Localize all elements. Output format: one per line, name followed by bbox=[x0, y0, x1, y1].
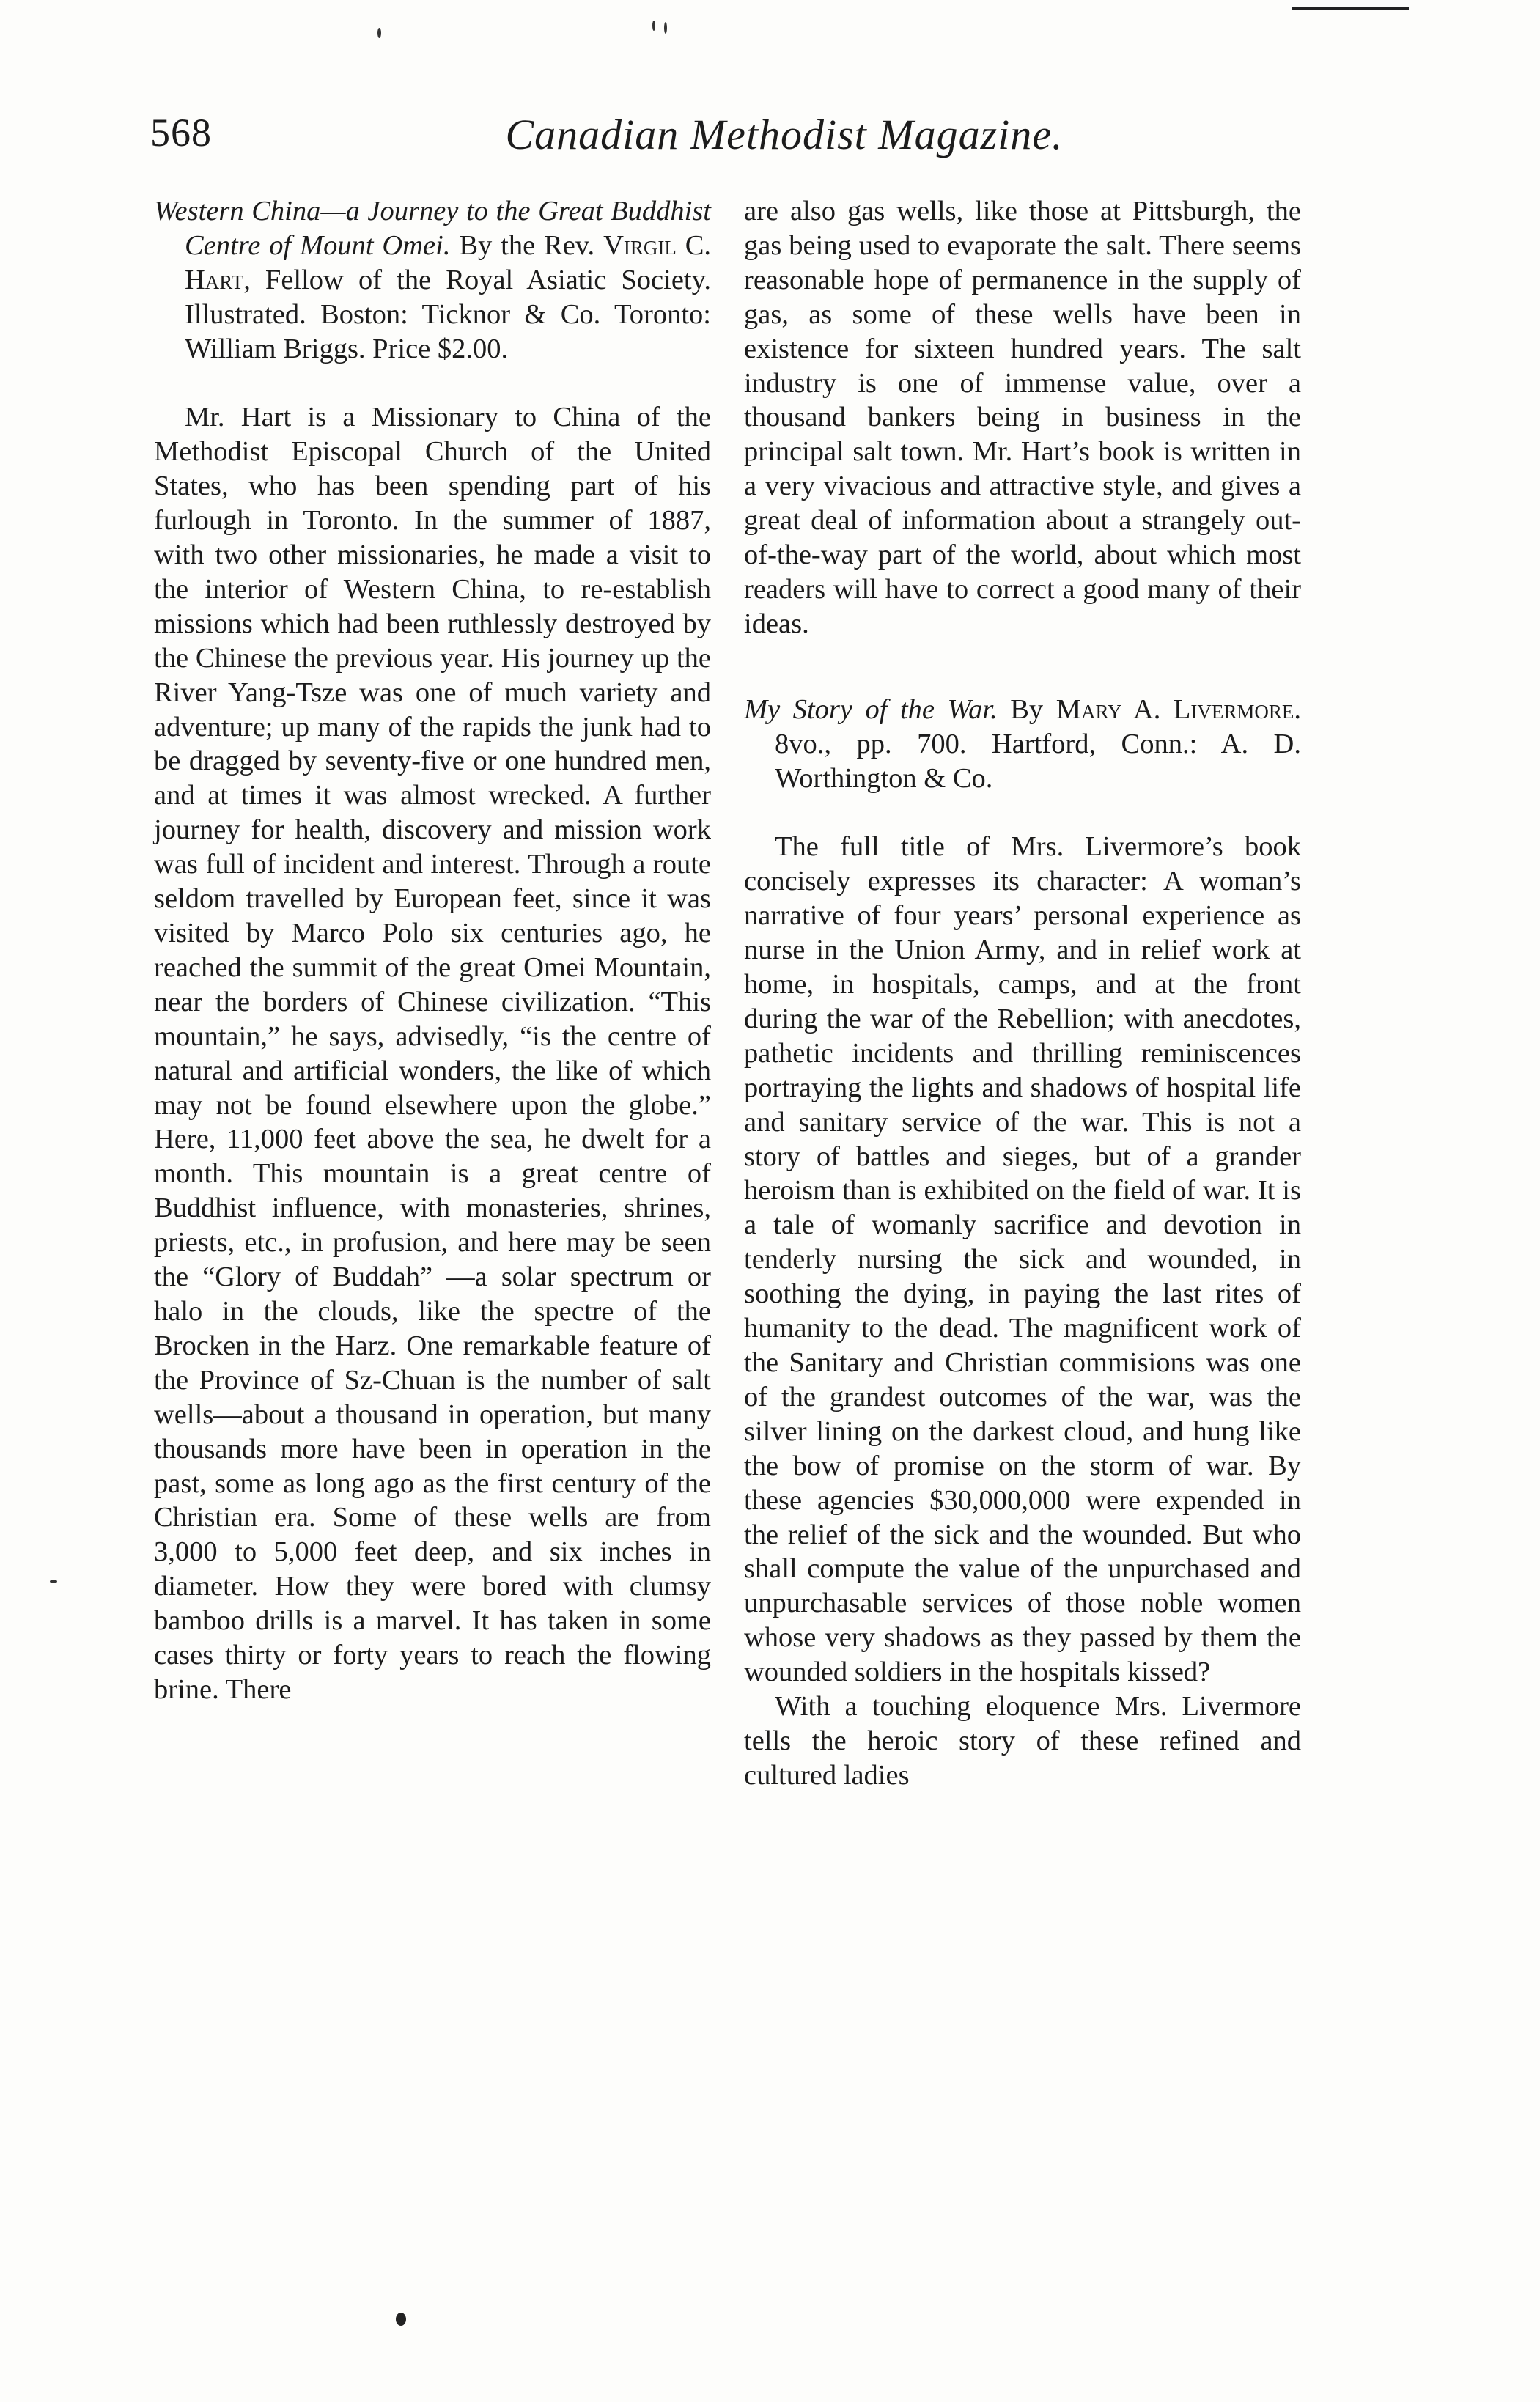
author-name: Mary A. Livermore bbox=[1055, 693, 1294, 725]
section-gap bbox=[744, 641, 1301, 693]
scan-speck bbox=[652, 21, 655, 31]
review-body-continuation: are also gas wells, like those at Pittsburgh, the gas being used to evaporate the salt. There seems reasonable hope of permanence in the supply of gas, as some of these wells have been in existence for sixteen hundred years. The salt industry is one of immense value, over a thousand bankers being in business in the principal salt town. Mr. Hart’s book is written in a very vivacious and attractive style, and gives a great deal of information about a strangely out-of-the-way part of the world, about which most readers will have to correct a good many of their ideas. bbox=[744, 196, 1301, 639]
top-edge-rule bbox=[1292, 7, 1409, 10]
author-name: Virgil C. Hart bbox=[185, 229, 712, 295]
byline-prefix: By bbox=[1010, 693, 1044, 725]
ink-dot bbox=[396, 2313, 406, 2326]
left-column bbox=[154, 194, 711, 1707]
paragraph-gap bbox=[154, 366, 711, 401]
book-title: My Story of the War. bbox=[744, 693, 998, 725]
review-body-paragraph: With a touching eloquence Mrs. Livermore tells the heroic story of these refined and cultured ladies bbox=[744, 1691, 1301, 1791]
scan-speck bbox=[664, 22, 667, 34]
page-number: 568 bbox=[150, 111, 212, 155]
scan-speck bbox=[377, 28, 381, 38]
review-heading-western-china bbox=[154, 194, 711, 366]
publication-details: . 8vo., pp. 700. Hartford, Conn.: A. D. Worthington & Co. bbox=[775, 693, 1302, 794]
review-body-paragraph: Mr. Hart is a Missionary to China of the Methodist Episcopal Church of the United States, who has been spending part of his furlough in Toronto. In the summer of 1887, with two other missionaries, he made a visit to the interior of Western China, to re-establish missions which had been ruthlessly destroyed by the Chinese the previous year. His journey up the River Yang-Tsze was one of much variety and adventure; up many of the rapids the junk had to be dragged by seventy-five or one hundred men, and at times it was almost wrecked. A further journey for health, discovery and mission work was full of incident and interest. Through a route seldom travelled by European feet, since it was visited by Marco Polo six centuries ago, he reached the summit of the great Omei Mountain, near the borders of Chinese civilization. “This mountain,” he says, advisedly, “is the centre of natural and artificial wonders, the like of which may not be found elsewhere upon the globe.” Here, 11,000 feet above the sea, he dwelt for a month. This mountain is a great centre of Buddhist influence, with monasteries, shrines, priests, etc., in profusion, and here may be seen the “Glory of Buddah” —a solar spectrum or halo in the clouds, like the spectre of the Brocken in the Harz. One remarkable feature of the Province of Sz-Chuan is the number of salt wells—about a thousand in operation, but many thousands more have been in operation in the past, some as long ago as the first century of the Christian era. Some of these wells are from 3,000 to 5,000 feet deep, and six inches in diameter. How they were bored with clumsy bamboo drills is a marvel. It has taken in some cases thirty or forty years to reach the flowing brine. There bbox=[154, 402, 711, 1705]
right-column bbox=[744, 194, 1301, 1793]
page-header bbox=[150, 110, 1301, 176]
review-heading-story-of-war bbox=[744, 693, 1301, 796]
byline-prefix: By the Rev. bbox=[459, 229, 595, 261]
running-title: Canadian Methodist Magazine. bbox=[505, 111, 1064, 158]
paragraph-gap bbox=[744, 796, 1301, 830]
publication-details: , Fellow of the Royal Asiatic Society. Illustrated. Boston: Ticknor & Co. Toronto: William Briggs. Price $2.00. bbox=[185, 264, 711, 364]
scan-speck bbox=[50, 1580, 57, 1583]
book-title: Western China—a Journey to the Great Buddhist Centre of Mount Omei. bbox=[154, 196, 711, 261]
review-body-paragraph: The full title of Mrs. Livermore’s book concisely expresses its character: A woman’s narrative of four years’ personal experience as nurse in the Union Army, and in relief work at home, in hospitals, camps, and at the front during the war of the Rebellion; with anecdotes, pathetic incidents and thrilling reminiscences portraying the lights and shadows of hospital life and sanitary service of the war. This is not a story of battles and sieges, but of a grander heroism than is exhibited on the field of war. It is a tale of womanly sacrifice and devotion in tenderly nursing the sick and wounded, in soothing the dying, in paying the last rites of humanity to the dead. The magnificent work of the Sanitary and Christian commisions was one of the grandest outcomes of the war, was the silver lining on the darkest cloud, and hung like the bow of promise on the storm of war. By these agencies $30,000,000 were expended in the relief of the sick and the wounded. But who shall compute the value of the unpurchased and unpurchasable services of those noble women whose very shadows as they passed by them the wounded soldiers in the hospitals kissed? bbox=[744, 831, 1301, 1688]
